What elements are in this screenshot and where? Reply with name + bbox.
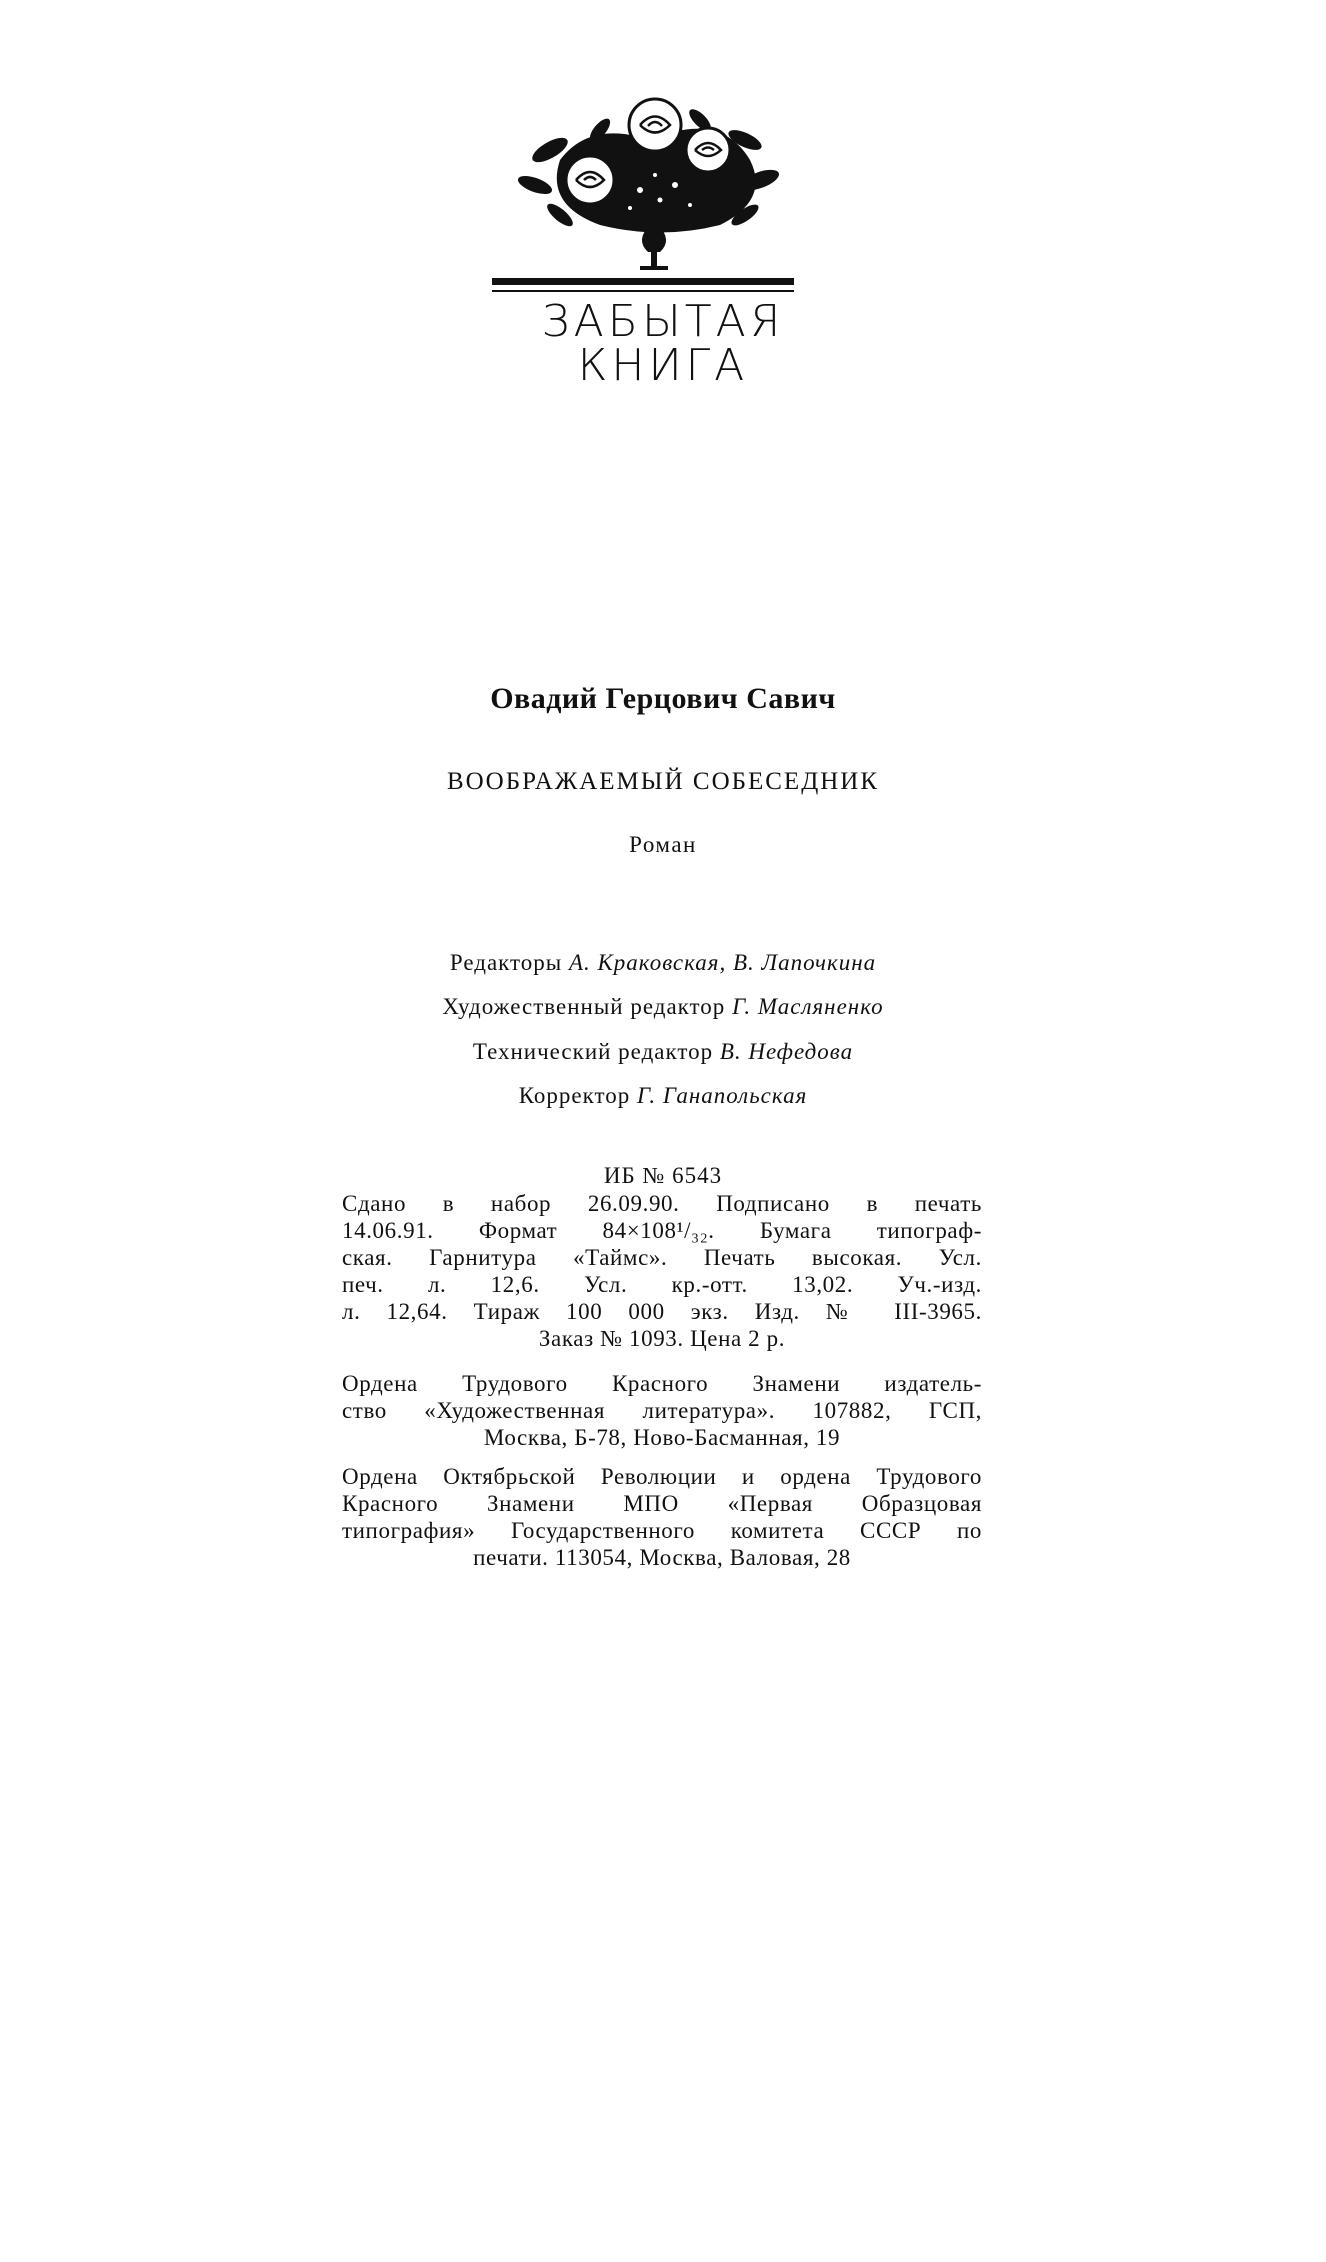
printer-block xyxy=(342,1463,982,1571)
printer-line: Ордена Октябрьской Революции и ордена Трудового xyxy=(342,1464,982,1489)
credit-names: Г. Масляненко xyxy=(732,994,884,1019)
imprint-line: Заказ № 1093. Цена 2 р. xyxy=(538,1326,786,1351)
ib-number: ИБ № 6543 xyxy=(603,1163,723,1188)
credit-editors xyxy=(0,950,1326,976)
imprint-line: 14.06.91. Формат 84×108¹/₃₂. Бумага типограф- xyxy=(342,1218,982,1243)
imprint-block xyxy=(342,1190,982,1352)
credit-art-editor xyxy=(0,994,1326,1020)
credit-names: В. Нефедова xyxy=(719,1039,854,1064)
publisher-line: ство «Художественная литература». 107882, ГСП, xyxy=(342,1398,982,1423)
credit-technical-editor xyxy=(0,1039,1326,1065)
printer-line: Красного Знамени МПО «Первая Образцовая xyxy=(342,1491,982,1516)
imprint-line: Сдано в набор 26.09.90. Подписано в печать xyxy=(342,1191,982,1216)
series-title-line1: ЗАБЫТАЯ xyxy=(541,296,785,347)
credit-proofreader xyxy=(0,1083,1326,1109)
credit-names: А. Краковская, В. Лапочкина xyxy=(568,950,877,975)
series-rule-thick xyxy=(492,278,794,285)
book-title: ВООБРАЖАЕМЫЙ СОБЕСЕДНИК xyxy=(446,768,880,795)
series-rule-thin xyxy=(492,290,794,292)
rose-bouquet-vase-icon xyxy=(490,90,830,270)
publisher-block xyxy=(342,1370,982,1451)
printer-line: типография» Государственного комитета СССР по xyxy=(342,1518,982,1543)
credit-role: Корректор xyxy=(518,1083,631,1108)
imprint-line: л. 12,64. Тираж 100 000 экз. Изд. № III-3965. xyxy=(342,1299,982,1324)
imprint-line: печ. л. 12,6. Усл. кр.-отт. 13,02. Уч.-изд. xyxy=(342,1272,982,1297)
credit-names: Г. Ганапольская xyxy=(636,1083,808,1108)
credit-role: Технический редактор xyxy=(472,1039,714,1064)
imprint-line: ская. Гарнитура «Таймс». Печать высокая. Усл. xyxy=(342,1245,982,1270)
publisher-line: Москва, Б-78, Ново-Басманная, 19 xyxy=(483,1425,841,1450)
credit-role: Редакторы xyxy=(449,950,563,975)
book-genre: Роман xyxy=(629,832,697,857)
printer-line: печати. 113054, Москва, Валовая, 28 xyxy=(473,1545,851,1570)
book-author: Овадий Герцович Савич xyxy=(490,682,836,715)
credit-role: Художественный редактор xyxy=(442,994,726,1019)
publisher-line: Ордена Трудового Красного Знамени издатель- xyxy=(342,1371,982,1396)
series-title-line2: КНИГА xyxy=(577,340,749,391)
